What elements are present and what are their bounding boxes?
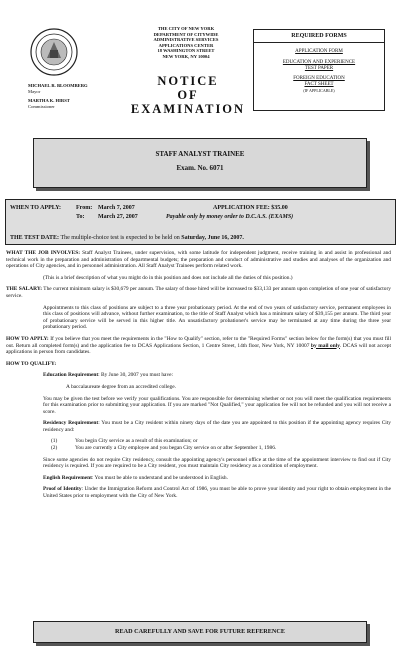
list-text: You are currently a City employee and you began City service on or after September 1, 1986.: [75, 445, 277, 452]
agency-line: NEW YORK, NY 10004: [162, 53, 210, 59]
to-date: March 27, 2007: [98, 214, 138, 220]
test-date-text: The multiple-choice test is expected to be held on: [60, 235, 182, 241]
job-label: WHAT THE JOB INVOLVES:: [6, 250, 81, 256]
city-seal-icon: [30, 28, 78, 76]
salary-label: THE SALARY:: [6, 286, 43, 293]
agency-line: 18 WASHINGTON STREET: [157, 48, 215, 54]
when-to-apply-box: [5, 199, 396, 233]
residency-label: Residency Requirement: [43, 420, 99, 427]
agency-address: [126, 26, 246, 60]
identity-text: : Under the Immigration Reform and Control Act of 1986, you must be able to prove your identity and your right to obtain employment in the United States prior to employment with the City of New York.: [43, 486, 391, 500]
identity-label: Proof of Identity: [43, 486, 82, 493]
notice-line: EXAMINATION: [130, 102, 246, 116]
agency-line: ADMINISTRATIVE SERVICES: [153, 37, 219, 43]
test-date-value: Saturday, June 16, 2007.: [181, 235, 244, 241]
required-forms-heading: REQUIRED FORMS: [254, 30, 384, 43]
commissioner-title: Commissioner: [28, 103, 55, 109]
agency-line: DEPARTMENT OF CITYWIDE: [153, 31, 219, 37]
job-text: Staff Analyst Trainees, under supervision, with some latitude for independent judgment, receive training in and assist in professional and technical work in the preparation and administration of departmental budgets; the preparation and conduct of administrative and studies and analyses of the organization and operations of City agencies, and in personnel administration. All Staff Analyst Trainees perform related work.: [6, 250, 391, 270]
residency-paragraph: [43, 420, 391, 433]
list-text: You begin City service as a result of this examination; or: [75, 438, 198, 445]
list-item: [51, 445, 391, 452]
apply-label: HOW TO APPLY:: [6, 335, 49, 342]
apply-mail: by mail only: [310, 342, 340, 349]
form-item: FOREIGN EDUCATION FACT SHEET: [293, 76, 345, 88]
notice-line: NOTICE: [157, 74, 219, 88]
identity-paragraph: [43, 486, 391, 499]
when-label: WHEN TO APPLY:: [10, 205, 62, 211]
to-label: To:: [76, 214, 85, 220]
mayor-name: MICHAEL R. BLOOMBERG: [28, 83, 88, 88]
test-date-label: THE TEST DATE:: [10, 235, 60, 241]
notice-title: [128, 74, 248, 116]
apply-tail: . DCAS will not accept applications in person from candidates.: [6, 342, 391, 356]
application-fee: APPLICATION FEE: $35.00: [213, 205, 288, 211]
apply-paragraph: [6, 336, 391, 356]
form-note: (IF APPLICABLE): [303, 87, 335, 93]
salary-text: The current minimum salary is $30,679 per annum. The salary of those hired will be increased to $33,133 per annum upon completion of one year of satisfactory service.: [6, 286, 391, 299]
education-label: Education Requirement: [43, 372, 99, 379]
qualify-label: HOW TO QUALIFY:: [6, 360, 57, 367]
required-forms-box: [253, 29, 385, 111]
agency-residency-paragraph: Since some agencies do not require City residency, consult the appointing agency's personnel office at the time of the appointment interview to find out if City residency is required. If you are required to be a City resident, you must maintain City residency as a condition of employment.: [43, 456, 391, 470]
test-date-bar: [5, 232, 396, 245]
exam-title-box: [33, 138, 367, 188]
form-item: APPLICATION FORM: [295, 49, 343, 54]
list-number: (1): [51, 438, 58, 445]
footer-banner: READ CAREFULLY AND SAVE FOR FUTURE REFERENCE: [33, 621, 367, 643]
residency-list: [51, 438, 391, 451]
salary-paragraph: [6, 286, 391, 299]
english-text: : You must be able to understand and be understood in English.: [91, 474, 228, 481]
mayor-title: Mayor: [28, 88, 41, 94]
agency-line: APPLICATIONS CENTER: [158, 42, 214, 48]
form-item: EDUCATION AND EXPERIENCE TEST PAPER: [282, 59, 356, 71]
education-paragraph: [43, 372, 391, 379]
appointments-paragraph: Appointments to this class of positions are subject to a three year probationary period. At the end of two years of satisfactory service, permanent employees in this class of positions will advance, without further examination, to the title of Staff Analyst which has a minimum salary of $39,155 per annum. The third year of probationary service will be served in this higher title. An unsatisfactory probationer's service may be terminated at any time during the three year probationary period.: [43, 304, 391, 331]
notice-body: [6, 250, 391, 505]
officials-block: [28, 83, 88, 109]
english-label: English Requirement: [43, 474, 92, 481]
commissioner-name: MARTHA K. HIRST: [28, 98, 70, 104]
notice-line: OF: [177, 88, 199, 102]
agency-line: THE CITY OF NEW YORK: [157, 26, 215, 31]
exam-title: STAFF ANALYST TRAINEE: [155, 150, 245, 158]
from-label: From:: [76, 205, 93, 211]
from-date: March 7, 2007: [98, 205, 135, 211]
exam-number: Exam. No. 6071: [176, 164, 224, 172]
list-number: (2): [51, 445, 58, 452]
apply-text: If you believe that you meet the requirements in the "How to Qualify" section, refer to the "Required Forms" section below for the form(s) that you must fill out. Return all completed form(s) and the application fee to DCAS Applications Section, 1 Centre Street, 14th floor, New York, NY 10007: [6, 335, 391, 349]
education-item: A baccalaureate degree from an accredited college.: [66, 383, 176, 390]
education-text: : By June 30, 2007 you must have:: [98, 372, 174, 379]
payable-note: Payable only by money order to D.C.A.S. (EXAMS): [166, 214, 294, 220]
education-note: You may be given the test before we verify your qualifications. You are responsible for determining whether or not you will meet the qualification requirements for this examination prior to submitting your application. If you are marked "Not Qualified," your application fee will not be refunded and you will not receive a score.: [43, 395, 391, 415]
brief-paragraph: (This is a brief description of what you might do in this position and does not include all the duties of this position.): [43, 274, 293, 281]
english-paragraph: [43, 475, 391, 482]
residency-text: : You must be a City resident within ninety days of the date you are appointed to this position if the appointing agency requires City residency and:: [43, 420, 391, 433]
job-paragraph: [6, 250, 391, 270]
